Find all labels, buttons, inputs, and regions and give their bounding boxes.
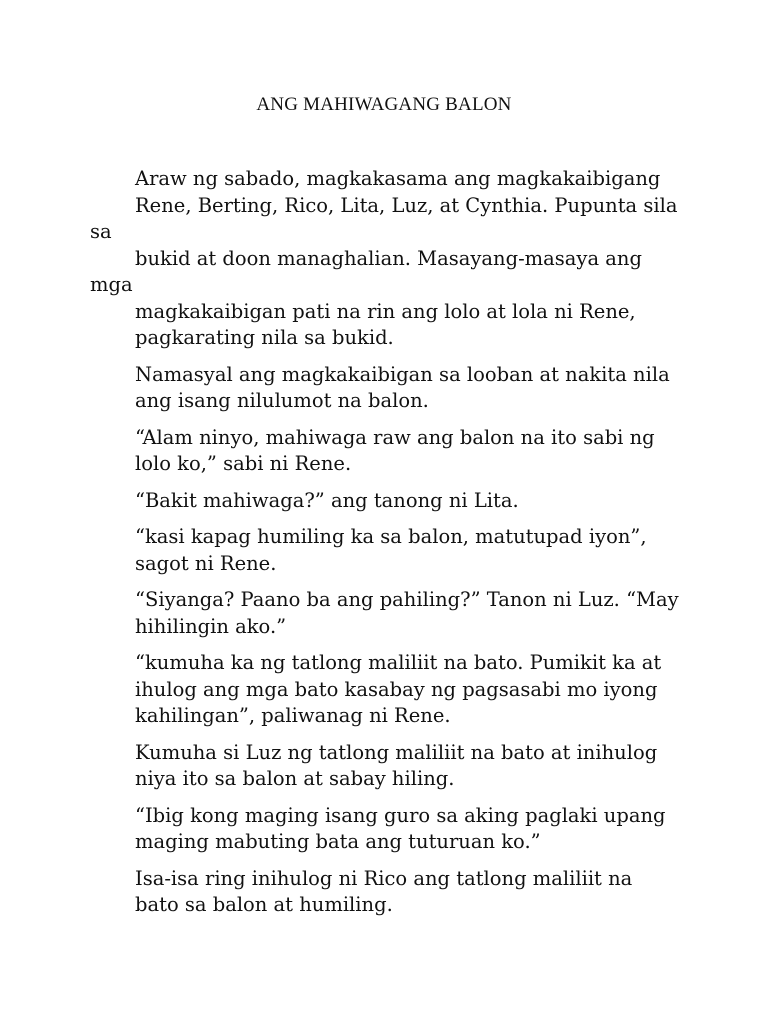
text-line: magkakaibigan pati na rin ang lolo at lola ni Rene, bbox=[135, 299, 636, 323]
text-line: Isa-isa ring inihulog ni Rico ang tatlong maliliit na bbox=[135, 866, 633, 890]
text-line: “Bakit mahiwaga?” ang tanong ni Lita. bbox=[135, 488, 519, 512]
text-line: ang isang nilulumot na balon. bbox=[135, 389, 429, 412]
paragraph-2 bbox=[90, 362, 690, 415]
text-line: Rene, Berting, Rico, Lita, Luz, at Cynthia. Pupunta sila sa bbox=[90, 193, 678, 243]
text-line: hihilingin ako.” bbox=[135, 614, 287, 638]
text-line: “kasi kapag humiling ka sa balon, matutupad iyon”, bbox=[135, 525, 647, 548]
text-line: “Ibig kong maging isang guro sa aking paglaki upang bbox=[135, 803, 666, 827]
text-line: pagkarating nila sa bukid. bbox=[135, 326, 394, 349]
paragraph-5 bbox=[90, 524, 690, 577]
text-line: kahilingan”, paliwanag ni Rene. bbox=[135, 704, 451, 727]
page-title: ANG MAHIWAGANG BALON bbox=[256, 94, 512, 115]
text-line: bato sa balon at humiling. bbox=[135, 893, 393, 916]
text-line: sagot ni Rene. bbox=[135, 551, 277, 575]
text-line: Araw ng sabado, magkakasama ang magkakaibigang bbox=[135, 167, 661, 190]
paragraph-4 bbox=[90, 488, 690, 515]
story-body bbox=[90, 166, 690, 929]
paragraph-6 bbox=[90, 587, 690, 640]
text-line: Kumuha si Luz ng tatlong maliliit na bato at inihulog bbox=[135, 740, 658, 764]
text-line: “Siyanga? Paano ba ang pahiling?” Tanon ni Luz. “May bbox=[135, 588, 679, 611]
text-line: Namasyal ang magkakaibigan sa looban at nakita nila bbox=[135, 362, 670, 386]
text-line: niya ito sa balon at sabay hiling. bbox=[135, 767, 455, 790]
paragraph-8 bbox=[90, 740, 690, 793]
text-line: lolo ko,” sabi ni Rene. bbox=[135, 452, 352, 475]
paragraph-10 bbox=[90, 866, 690, 919]
text-line: ihulog ang mga bato kasabay ng pagsasabi mo iyong bbox=[135, 677, 658, 701]
text-line: “kumuha ka ng tatlong maliliit na bato. Pumikit ka at bbox=[135, 651, 662, 674]
paragraph-1 bbox=[90, 166, 690, 352]
text-line: “Alam ninyo, mahiwaga raw ang balon na ito sabi ng bbox=[135, 425, 655, 449]
text-line: maging mabuting bata ang tuturuan ko.” bbox=[135, 830, 541, 853]
paragraph-7 bbox=[90, 650, 690, 730]
text-line: bukid at doon managhalian. Masayang-masaya ang mga bbox=[90, 246, 642, 296]
paragraph-3 bbox=[90, 425, 690, 478]
paragraph-9 bbox=[90, 803, 690, 856]
